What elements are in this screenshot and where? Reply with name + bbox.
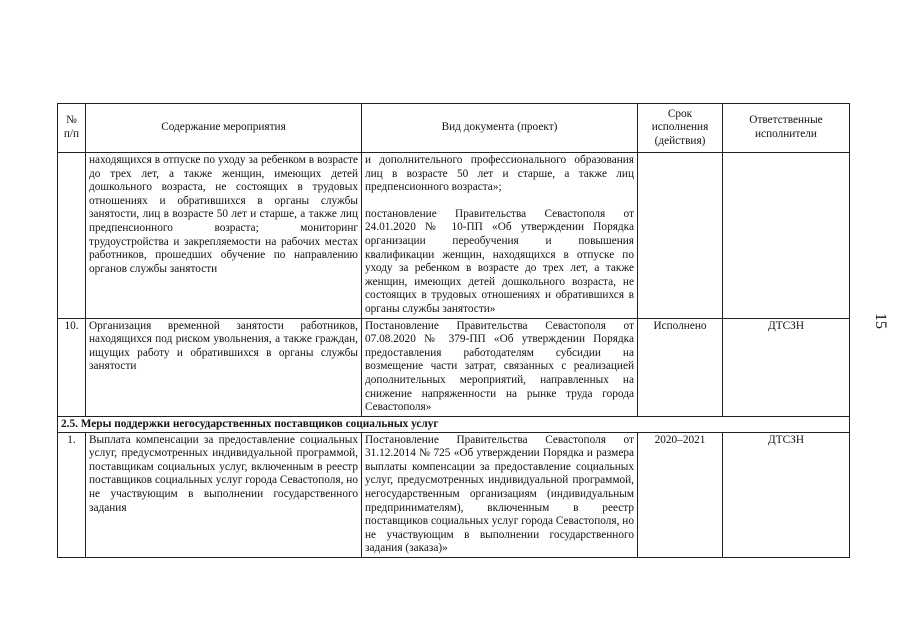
page-number: 15 xyxy=(872,313,889,329)
header-num: № п/п xyxy=(58,104,86,153)
measures-table xyxy=(57,103,850,558)
row-doc: Постановление Правительства Севастополя от 31.12.2014 № 725 «Об утверждении Порядка и размера выплаты компенсации за предоставление социальных услуг, предусмотренных индивидуальной программой, негосударственным организациям (индивидуальным предпринимателям), включенным в реестр поставщиков социальных услуг города Севастополя, но не участвующим в выполнении государственного задания (заказа)» xyxy=(362,432,638,557)
row-content: находящихся в отпуске по уходу за ребенком в возрасте до трех лет, а также женщин, имеющих детей дошкольного возраста, не состоящих в трудовых отношениях и обратившихся в органы службы занятости, лиц в возрасте 50 лет и старше, а также лиц предпенсионного возраста; мониторинг трудоустройства и закрепляемости на рабочих местах работников, прошедших обучение по направлению органов службы занятости xyxy=(86,153,362,319)
row-doc: Постановление Правительства Севастополя от 07.08.2020 № 379-ПП «Об утверждении Порядка предоставления работодателям субсидии на возмещение части затрат, связанных с реализацией дополнительных мероприятий, направленных на снижение напряженности на рынке труда города Севастополя» xyxy=(362,318,638,416)
table-row xyxy=(58,153,850,319)
row-doc-part2: постановление Правительства Севастополя от 24.01.2020 № 10-ПП «Об утверждении Порядка организации переобучения и повышения квалификации женщин, находящихся в отпуске по уходу за ребенком в возрасте до трех лет, а также женщин, имеющих детей дошкольного возраста, не состоящих в трудовых отношениях и обратившихся в органы службы занятости» xyxy=(365,207,634,315)
row-deadline: Исполнено xyxy=(638,318,723,416)
row-deadline xyxy=(638,153,723,319)
header-responsible: Ответственные исполнители xyxy=(723,104,850,153)
row-responsible: ДТСЗН xyxy=(723,318,850,416)
header-doc-type: Вид документа (проект) xyxy=(362,104,638,153)
row-num xyxy=(58,153,86,319)
row-responsible xyxy=(723,153,850,319)
row-doc-part1: и дополнительного профессионального образования лиц в возрасте 50 лет и старше, а также лиц предпенсионного возраста»; xyxy=(365,154,634,194)
header-deadline: Срок исполнения (действия) xyxy=(638,104,723,153)
table-row xyxy=(58,318,850,416)
table-header-row xyxy=(58,104,850,153)
row-content: Выплата компенсации за предоставление социальных услуг, предусмотренных индивидуальной программой, поставщикам социальных услуг, включенным в реестр поставщиков социальных услуг города Севастополя, но не участвующим в выполнении государственного задания xyxy=(86,432,362,557)
header-content: Содержание мероприятия xyxy=(86,104,362,153)
row-num: 1. xyxy=(58,432,86,557)
row-num: 10. xyxy=(58,318,86,416)
row-responsible: ДТСЗН xyxy=(723,432,850,557)
section-heading: 2.5. Меры поддержки негосударственных поставщиков социальных услуг xyxy=(58,416,850,432)
section-heading-row xyxy=(58,416,850,432)
table-row xyxy=(58,432,850,557)
row-content: Организация временной занятости работников, находящихся под риском увольнения, а также граждан, ищущих работу и обратившихся в органы службы занятости xyxy=(86,318,362,416)
row-deadline: 2020–2021 xyxy=(638,432,723,557)
row-doc xyxy=(362,153,638,319)
